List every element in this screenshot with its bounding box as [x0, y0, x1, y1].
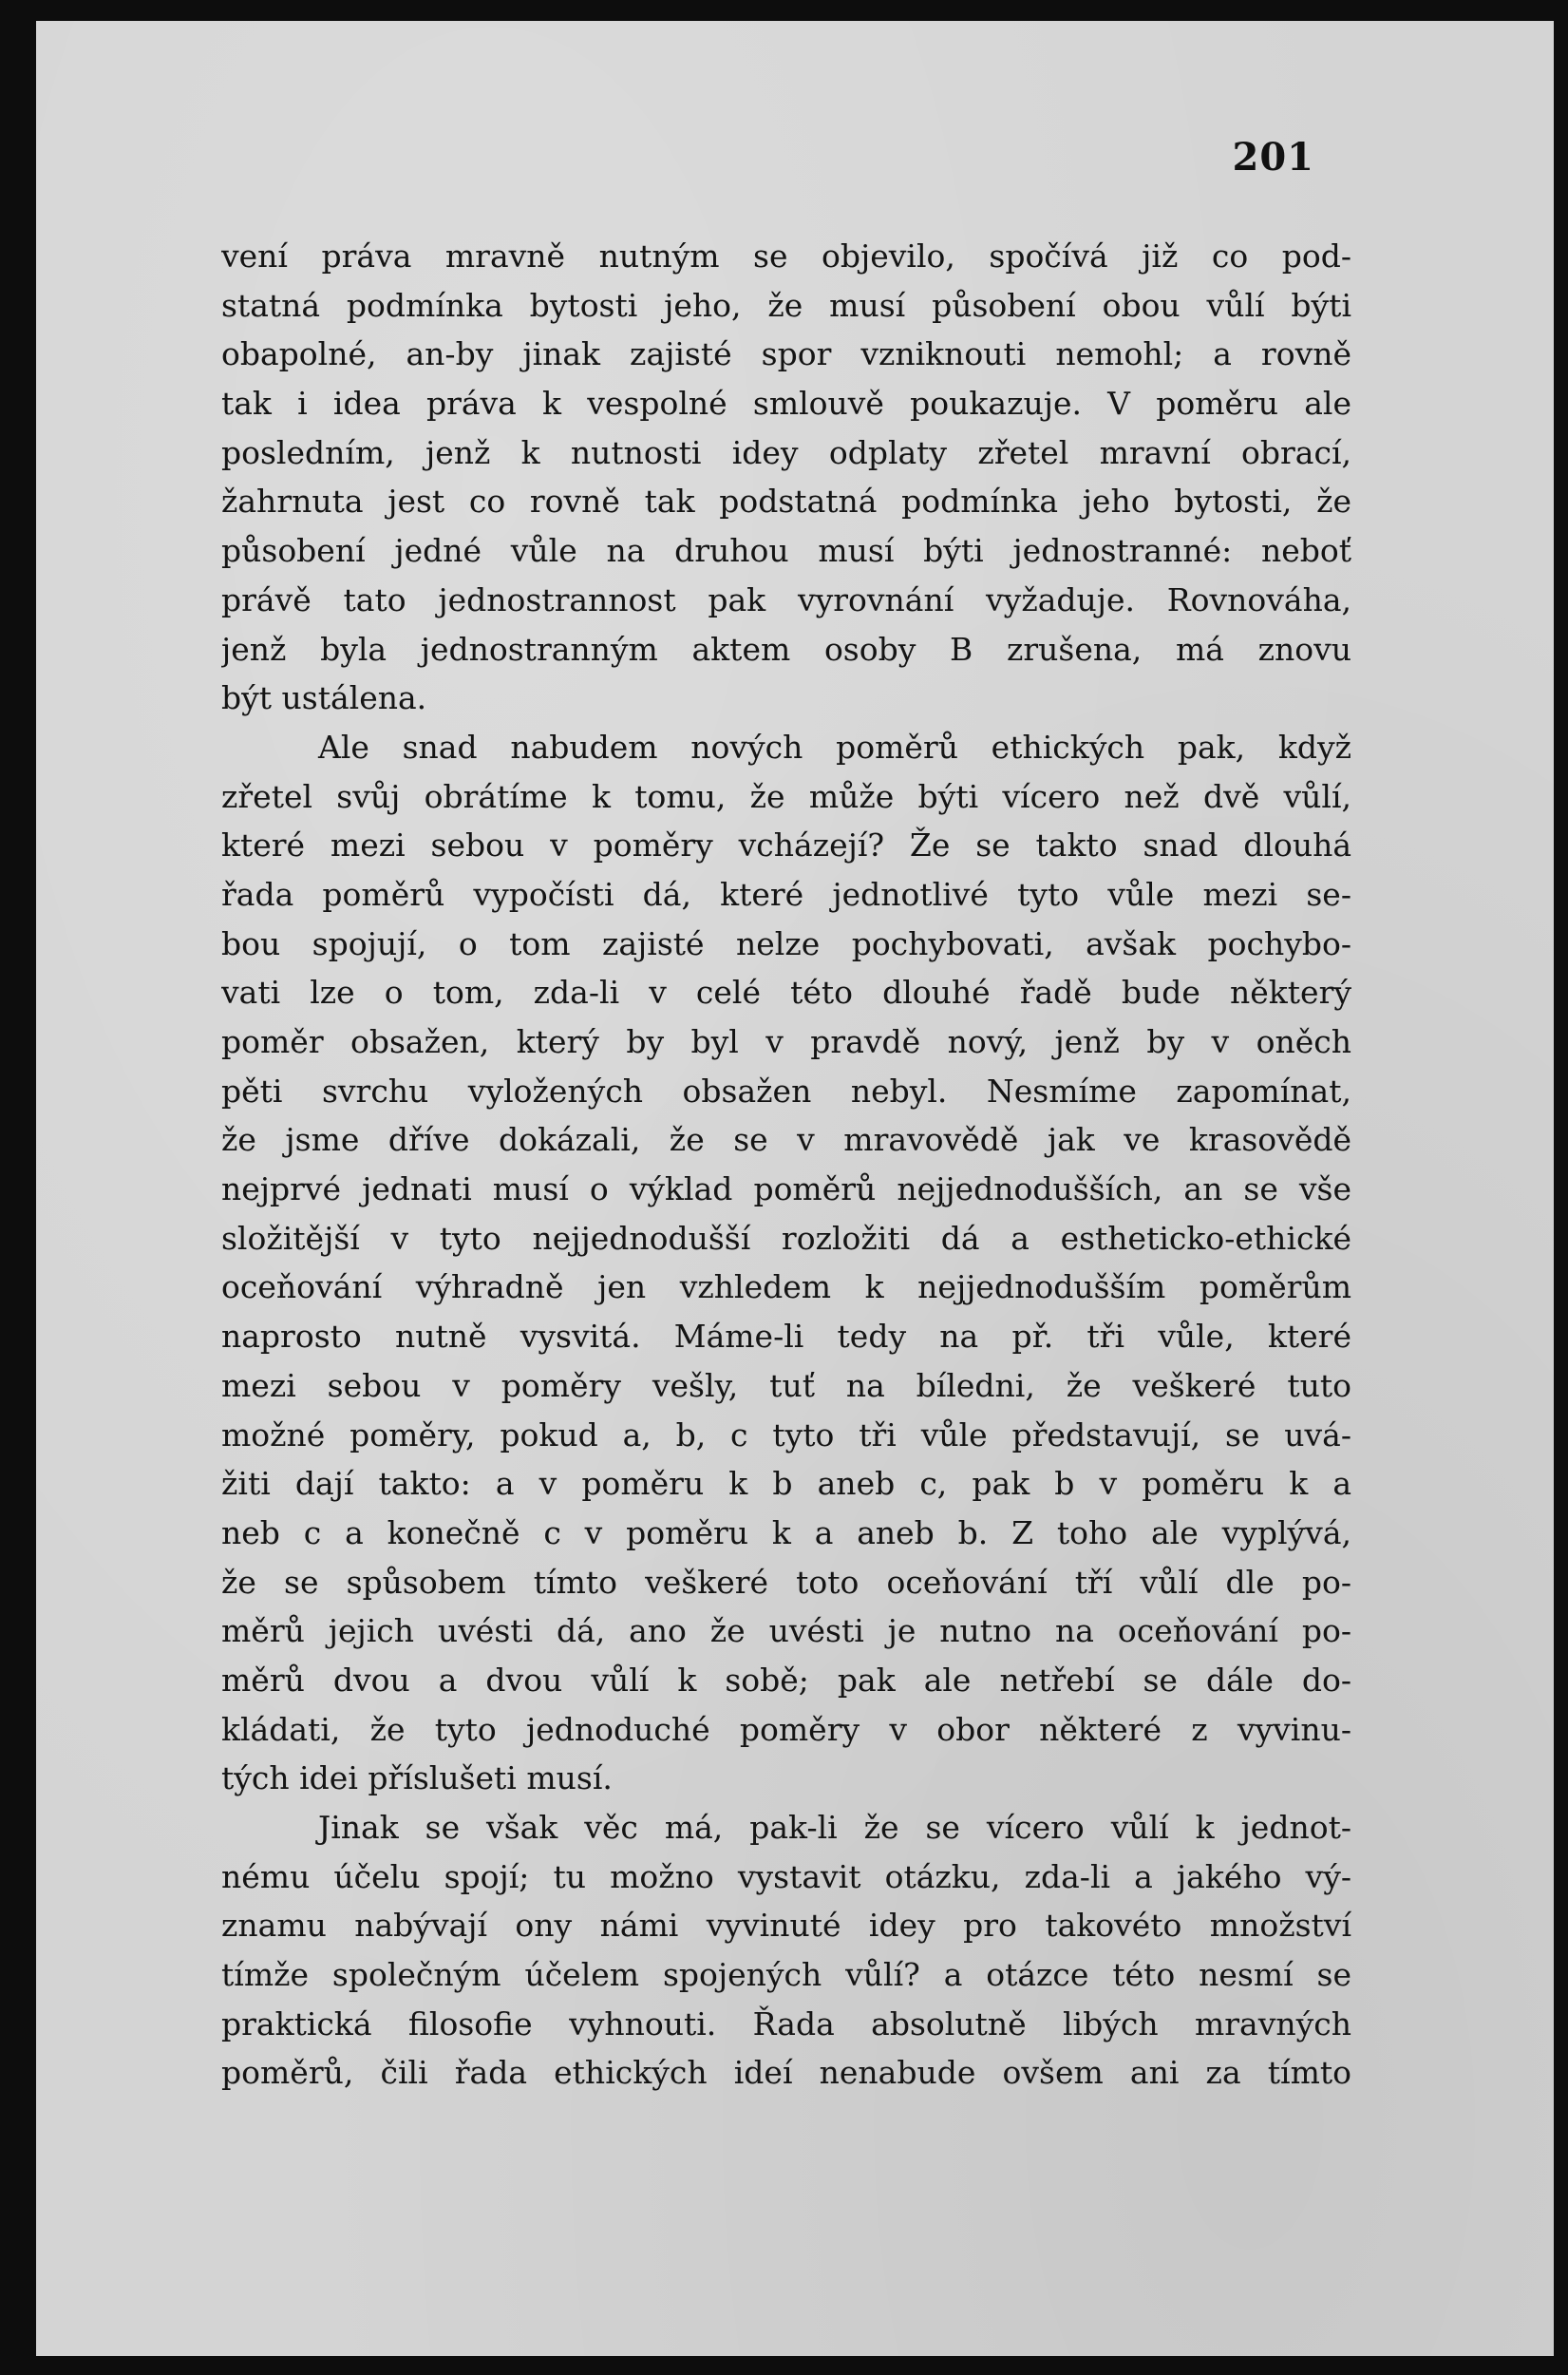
text-line: naprosto nutně vysvitá. Máme-li tedy na př. tři vůle, které — [221, 1318, 1351, 1356]
text-line: oceňování výhradně jen vzhledem k nejjednodušším poměrům — [221, 1268, 1351, 1306]
text-line: Jinak se však věc má, pak-li že se vícero vůlí k jednot- — [318, 1809, 1351, 1846]
text-line: že se spůsobem tímto veškeré toto oceňování tří vůlí dle po- — [221, 1563, 1351, 1601]
text-line: poměr obsažen, který by byl v pravdě nový, jenž by v oněch — [221, 1023, 1351, 1060]
text-line: že jsme dříve dokázali, že se v mravovědě jak ve krasovědě — [221, 1121, 1351, 1159]
text-line: znamu nabývají ony námi vyvinuté idey pro takovéto množství — [221, 1907, 1351, 1945]
text-line: zřetel svůj obrátíme k tomu, že může býti vícero než dvě vůlí, — [221, 777, 1351, 815]
body-text — [221, 232, 1351, 2098]
text-line: tak i idea práva k vespolné smlouvě poukazuje. V poměru ale — [221, 385, 1351, 423]
text-line: žiti dají takto: a v poměru k b aneb c, pak b v poměru k a — [221, 1465, 1351, 1503]
text-line: právě tato jednostrannost pak vyrovnání vyžaduje. Rovnováha, — [221, 580, 1351, 618]
page-number: 201 — [1232, 135, 1314, 180]
text-line: vení práva mravně nutným se objevilo, spočívá již co pod- — [221, 238, 1351, 275]
text-line: kládati, že tyto jednoduché poměry v obor některé z vyvinu- — [221, 1710, 1351, 1748]
text-line: složitější v tyto nejjednodušší rozložiti dá a estheticko-ethické — [221, 1219, 1351, 1257]
text-line: posledním, jenž k nutnosti idey odplaty zřetel mravní obrací, — [221, 433, 1351, 471]
text-line: statná podmínka bytosti jeho, že musí působení obou vůlí býti — [221, 286, 1351, 324]
text-line: tímže společným účelem spojených vůlí? a otázce této nesmí se — [221, 1956, 1351, 1994]
text-line: které mezi sebou v poměry vcházejí? Že se takto snad dlouhá — [221, 826, 1351, 864]
text-line: řada poměrů vypočísti dá, které jednotlivé tyto vůle mezi se- — [221, 875, 1351, 913]
text-line: možné poměry, pokud a, b, c tyto tři vůle představují, se uvá- — [221, 1416, 1351, 1454]
text-line: jenž byla jednostranným aktem osoby B zrušena, má znovu — [221, 630, 1351, 668]
text-line: působení jedné vůle na druhou musí býti jednostranné: neboť — [221, 532, 1351, 570]
text-line: poměrů, čili řada ethických ideí nenabude ovšem ani za tímto — [221, 2054, 1351, 2092]
text-line: měrů jejich uvésti dá, ano že uvésti je nutno na oceňování po- — [221, 1612, 1351, 1650]
text-line: mezi sebou v poměry vešly, tuť na bíledni, že veškeré tuto — [221, 1366, 1351, 1404]
text-line: žahrnuta jest co rovně tak podstatná podmínka jeho bytosti, že — [221, 483, 1351, 521]
text-line: bou spojují, o tom zajisté nelze pochybovati, avšak pochybo- — [221, 924, 1351, 962]
text-line: pěti svrchu vyložených obsažen nebyl. Nesmíme zapomínat, — [221, 1072, 1351, 1110]
text-line: být ustálena. — [221, 679, 427, 717]
text-line: neb c a konečně c v poměru k a aneb b. Z toho ale vyplývá, — [221, 1513, 1351, 1551]
text-line: Ale snad nabudem nových poměrů ethických pak, když — [318, 728, 1351, 766]
text-line: praktická filosofie vyhnouti. Řada absolutně libých mravných — [221, 2004, 1351, 2042]
text-line: nejprvé jednati musí o výklad poměrů nejjednodušších, an se vše — [221, 1170, 1351, 1208]
text-line: měrů dvou a dvou vůlí k sobě; pak ale netřebí se dále do- — [221, 1661, 1351, 1699]
book-page — [36, 21, 1554, 2356]
text-line: vati lze o tom, zda-li v celé této dlouhé řadě bude některý — [221, 974, 1351, 1012]
text-line: obapolné, an-by jinak zajisté spor vzniknouti nemohl; a rovně — [221, 335, 1351, 373]
text-line: tých idei příslušeti musí. — [221, 1759, 613, 1797]
text-line: nému účelu spojí; tu možno vystavit otázku, zda-li a jakého vý- — [221, 1857, 1351, 1895]
